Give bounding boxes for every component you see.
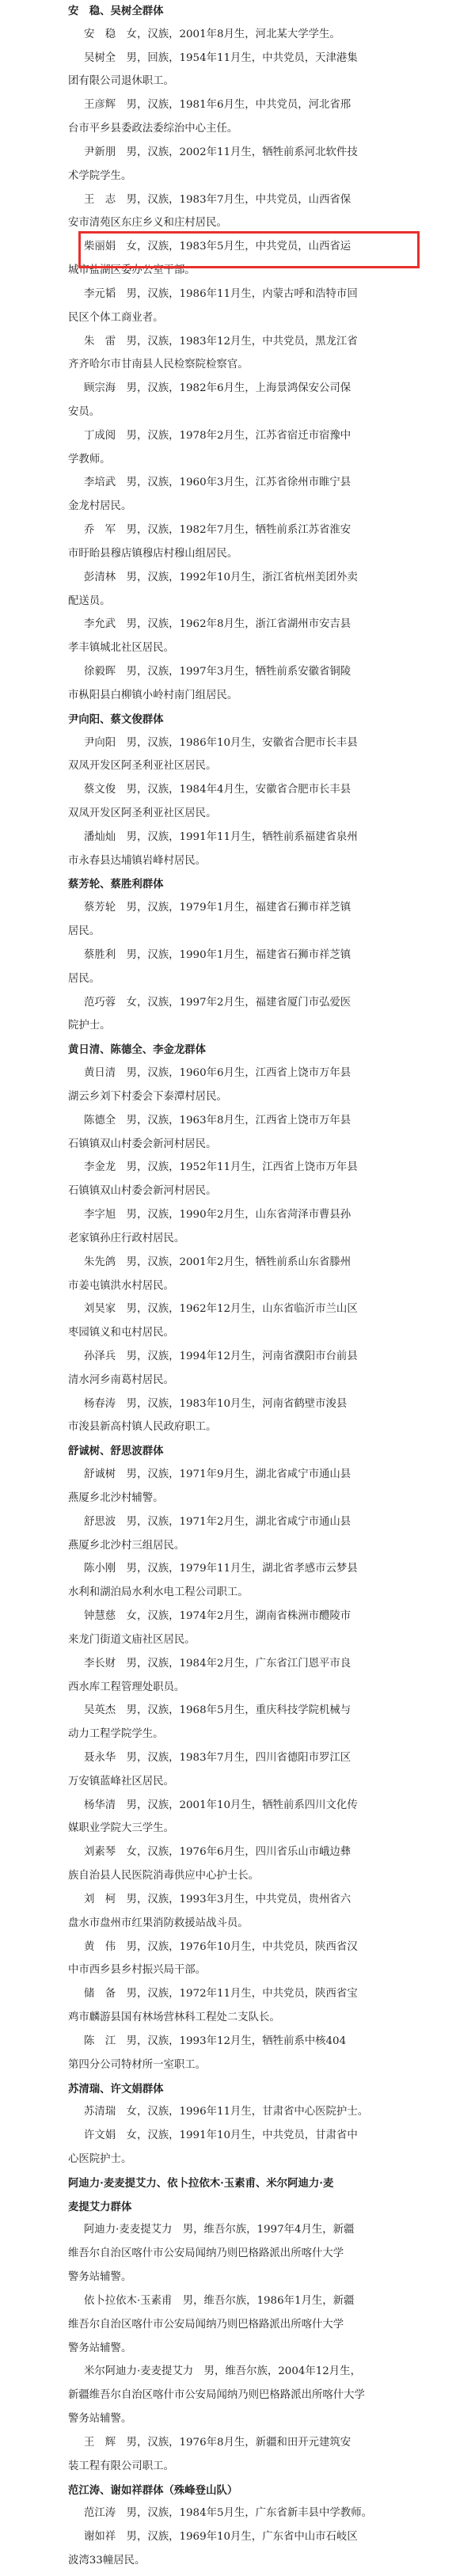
text-line: 学教师。 (68, 454, 111, 465)
text-line: 台市平乡县委政法委综治中心主任。 (68, 123, 238, 135)
text-line: 李允武 男，汉族，1962年8月生，浙江省湖州市安吉县 (84, 618, 352, 630)
text-line: 来龙门街道文庙社区居民。 (68, 1634, 196, 1646)
text-line: 市浚县新高村镇人民政府职工。 (68, 1421, 217, 1433)
text-line: 朱先鸽 男，汉族，2001年2月生，牺牲前系山东省滕州 (84, 1256, 352, 1268)
text-line: 安 稳 女，汉族，2001年8月生，河北某大学学生。 (84, 28, 340, 40)
text-line: 西水库工程管理处职员。 (68, 1681, 185, 1693)
text-line: 齐齐哈尔市甘南县人民检察院检察官。 (68, 359, 249, 370)
text-line: 盘水市盘州市红果消防救援站战斗员。 (68, 1917, 249, 1929)
text-line: 警务站辅警。 (68, 2342, 132, 2354)
group-heading: 蔡芳轮、蔡胜利群体 (68, 878, 164, 891)
text-line: 阿迪力·麦麦提艾力 男，维吾尔族，1997年4月生，新疆 (84, 2224, 355, 2236)
text-line: 王 志 男，汉族，1983年7月生，中共党员，山西省保 (84, 194, 352, 206)
text-line: 吴英杰 男，汉族，1968年5月生，重庆科技学院机械与 (84, 1704, 352, 1716)
text-line: 团有限公司退休职工。 (68, 75, 174, 87)
text-line: 李字旭 男，汉族，1990年2月生，山东省菏泽市曹县孙 (84, 1209, 352, 1221)
text-line: 刘昊家 男，汉族，1962年12月生，山东省临沂市兰山区 (84, 1303, 358, 1315)
text-line: 陈 江 男，汉族，1993年12月生，牺牲前系中核404 (84, 2035, 347, 2047)
text-line: 金龙村居民。 (68, 500, 132, 512)
group-heading: 范江涛、谢如祥群体（殊峰登山队） (68, 2484, 238, 2497)
text-line: 吴树全 男，回族，1954年11月生，中共党员，天津港集 (84, 52, 358, 64)
text-line: 聂永华 男，汉族，1983年7月生，四川省德阳市罗江区 (84, 1752, 352, 1764)
text-line: 市枞阳县白柳镇小岭村南门组居民。 (68, 690, 238, 701)
group-heading: 黄日清、陈德全、李金龙群体 (68, 1043, 207, 1056)
text-line: 清水河乡南葛村居民。 (68, 1374, 174, 1386)
text-line: 刘 柯 男，汉族，1993年3月生，中共党员，贵州省六 (84, 1894, 352, 1905)
text-line: 尹向阳 男，汉族，1986年10月生，安徽省合肥市长丰县 (84, 737, 358, 749)
text-line: 波湾33幢居民。 (68, 2555, 146, 2567)
text-line: 李长财 男，汉族，1984年2月生，广东省江门恩平市良 (84, 1658, 352, 1670)
text-line: 朱 雷 男，汉族，1983年12月生，中共党员，黑龙江省 (84, 336, 358, 348)
text-line: 钟慧慈 女，汉族，1974年2月生，湖南省株洲市醴陵市 (84, 1610, 352, 1622)
text-line: 刘素琴 女，汉族，1976年6月生，四川省乐山市峨边彝 (84, 1846, 352, 1858)
text-line: 第四分公司特材所一室职工。 (68, 2059, 207, 2071)
text-line: 米尔阿迪力·麦麦提艾力 男，维吾尔族，2004年12月生， (84, 2365, 361, 2377)
text-line: 院护士。 (68, 1020, 111, 1032)
text-line: 鸡市麟游县国有林场营林科工程处二支队长。 (68, 2012, 280, 2023)
text-line: 老家镇孙庄行政村居民。 (68, 1233, 185, 1244)
text-line: 万安镇蓝峰社区居民。 (68, 1776, 174, 1788)
text-line: 双凤开发区阿圣利亚社区居民。 (68, 807, 217, 819)
text-line: 警务站辅警。 (68, 2413, 132, 2425)
text-line: 尹新朋 男，汉族，2002年11月生，牺牲前系河北软件技 (84, 146, 358, 158)
text-line: 范巧蓉 女，汉族，1997年2月生，福建省厦门市弘爱医 (84, 997, 352, 1009)
text-line: 柴丽娟 女，汉族，1983年5月生，中共党员，山西省运 (84, 241, 352, 253)
text-line: 王彦辉 男，汉族，1981年6月生，中共党员，河北省邢 (84, 99, 352, 111)
text-line: 谢如祥 男，汉族，1969年10月生，广东省中山市石岐区 (84, 2531, 358, 2543)
text-line: 彭清林 男，汉族，1992年10月生，浙江省杭州美团外卖 (84, 572, 358, 583)
text-line: 黄日清 男，汉族，1960年6月生，江西省上饶市万年县 (84, 1067, 352, 1079)
text-line: 市永春县达埔镇岩峰村居民。 (68, 855, 207, 867)
text-line: 中市西乡县乡村振兴局干部。 (68, 1964, 207, 1976)
text-line: 黄 伟 男，汉族，1976年10月生，中共党员，陕西省汉 (84, 1941, 358, 1953)
text-line: 杨华清 男，汉族，2001年10月生，牺牲前系四川文化传 (84, 1799, 358, 1811)
text-line: 储 备 男，汉族，1972年11月生，中共党员，陕西省宝 (84, 1988, 358, 2000)
text-line: 居民。 (68, 973, 101, 985)
text-line: 蔡芳轮 男，汉族，1979年1月生，福建省石狮市祥芝镇 (84, 902, 352, 914)
text-line: 李金龙 男，汉族，1952年11月生，江西省上饶市万年县 (84, 1161, 358, 1173)
text-line: 配送员。 (68, 595, 111, 607)
text-line: 孝丰镇城北社区居民。 (68, 642, 174, 654)
text-line: 依卜拉依木·玉素甫 男，维吾尔族，1986年1月生，新疆 (84, 2295, 355, 2307)
text-line: 许文娟 女，汉族，1991年10月生，中共党员，甘肃省中 (84, 2130, 358, 2141)
text-line: 安市清苑区东庄乡义和庄村居民。 (68, 217, 227, 229)
group-heading: 麦提艾力群体 (68, 2201, 132, 2213)
text-line: 维吾尔自治区喀什市公安局闻纳乃则巴格路派出所喀什大学 (68, 2247, 344, 2259)
text-line: 市盱眙县穆店镇穆店村穆山组居民。 (68, 548, 238, 560)
text-line: 李元韬 男，汉族，1986年11月生，内蒙古呼和浩特市回 (84, 288, 358, 300)
text-line: 城市盐湖区委办公室干部。 (68, 264, 196, 276)
text-line: 丁成阅 男，汉族，1978年2月生，江苏省宿迁市宿豫中 (84, 430, 352, 442)
group-heading: 尹向阳、蔡文俊群体 (68, 713, 164, 726)
text-line: 王 辉 男，汉族，1976年8月生，新疆和田开元建筑安 (84, 2437, 352, 2449)
text-line: 燕厦乡北沙村辅警。 (68, 1492, 164, 1504)
text-line: 舒思波 男，汉族，1971年2月生，湖北省咸宁市通山县 (84, 1516, 352, 1528)
text-line: 族自治县人民医院消毒供应中心护士长。 (68, 1870, 260, 1882)
text-line: 新疆维吾尔自治区喀什市公安局闻纳乃则巴格路派出所喀什大学 (68, 2389, 365, 2401)
group-heading: 阿迪力·麦麦提艾力、依卜拉依木·玉素甫、米尔阿迪力·麦 (68, 2177, 334, 2190)
text-line: 民区个体工商业者。 (68, 312, 164, 324)
group-heading: 苏清瑞、许文娟群体 (68, 2083, 164, 2095)
group-heading: 舒诚树、舒思波群体 (68, 1445, 164, 1457)
text-line: 蔡胜利 男，汉族，1990年1月生，福建省石狮市祥芝镇 (84, 949, 352, 961)
text-line: 苏清瑞 女，汉族，1996年11月生，甘肃省中心医院护士。 (84, 2106, 369, 2118)
text-line: 潘灿灿 男，汉族，1991年11月生，牺牲前系福建省泉州 (84, 831, 358, 843)
text-line: 舒诚树 男，汉族，1971年9月生，湖北省咸宁市通山县 (84, 1468, 352, 1480)
text-line: 居民。 (68, 925, 101, 937)
text-line: 湖云乡刘下村委会下泰潭村居民。 (68, 1091, 227, 1103)
text-line: 陈德全 男，汉族，1963年8月生，江西省上饶市万年县 (84, 1115, 352, 1127)
text-line: 陈小刚 男，汉族，1979年11月生，湖北省孝感市云梦县 (84, 1563, 358, 1575)
text-line: 装工程有限公司职工。 (68, 2460, 174, 2472)
text-line: 范江涛 男，汉族，1984年5月生，广东省新丰县中学教师。 (84, 2507, 372, 2519)
text-line: 双凤开发区阿圣利亚社区居民。 (68, 760, 217, 772)
text-line: 心医院护士。 (68, 2153, 132, 2165)
text-line: 徐毅晖 男，汉族，1997年3月生，牺牲前系安徽省铜陵 (84, 666, 352, 678)
text-line: 术学院学生。 (68, 170, 132, 182)
text-line: 维吾尔自治区喀什市公安局闻纳乃则巴格路派出所喀什大学 (68, 2319, 344, 2331)
text-line: 顾宗海 男，汉族，1982年6月生，上海景鸿保安公司保 (84, 382, 352, 394)
text-line: 枣园镇义和屯村居民。 (68, 1327, 174, 1339)
text-line: 李培武 男，汉族，1960年3月生，江苏省徐州市睢宁县 (84, 477, 352, 488)
text-line: 杨春涛 男，汉族，1983年10月生，河南省鹤壁市浚县 (84, 1398, 348, 1410)
text-line: 媒职业学院大三学生。 (68, 1822, 174, 1834)
text-line: 动力工程学院学生。 (68, 1728, 164, 1740)
text-line: 乔 军 男，汉族，1982年7月生，牺牲前系江苏省淮安 (84, 524, 352, 536)
text-line: 石镇镇双山村委会新河村居民。 (68, 1138, 217, 1150)
group-heading: 安 稳、吴树全群体 (68, 5, 164, 17)
text-line: 安员。 (68, 406, 101, 418)
text-line: 燕厦乡北沙村三组居民。 (68, 1540, 185, 1552)
text-line: 市姜屯镇洪水村居民。 (68, 1280, 174, 1292)
text-line: 石镇镇双山村委会新河村居民。 (68, 1185, 217, 1197)
text-line: 孙泽兵 男，汉族，1994年12月生，河南省濮阳市台前县 (84, 1351, 358, 1362)
text-line: 蔡文俊 男，汉族，1984年4月生，安徽省合肥市长丰县 (84, 784, 352, 796)
text-line: 水利和湖泊局水利水电工程公司职工。 (68, 1586, 249, 1598)
text-line: 警务站辅警。 (68, 2271, 132, 2283)
